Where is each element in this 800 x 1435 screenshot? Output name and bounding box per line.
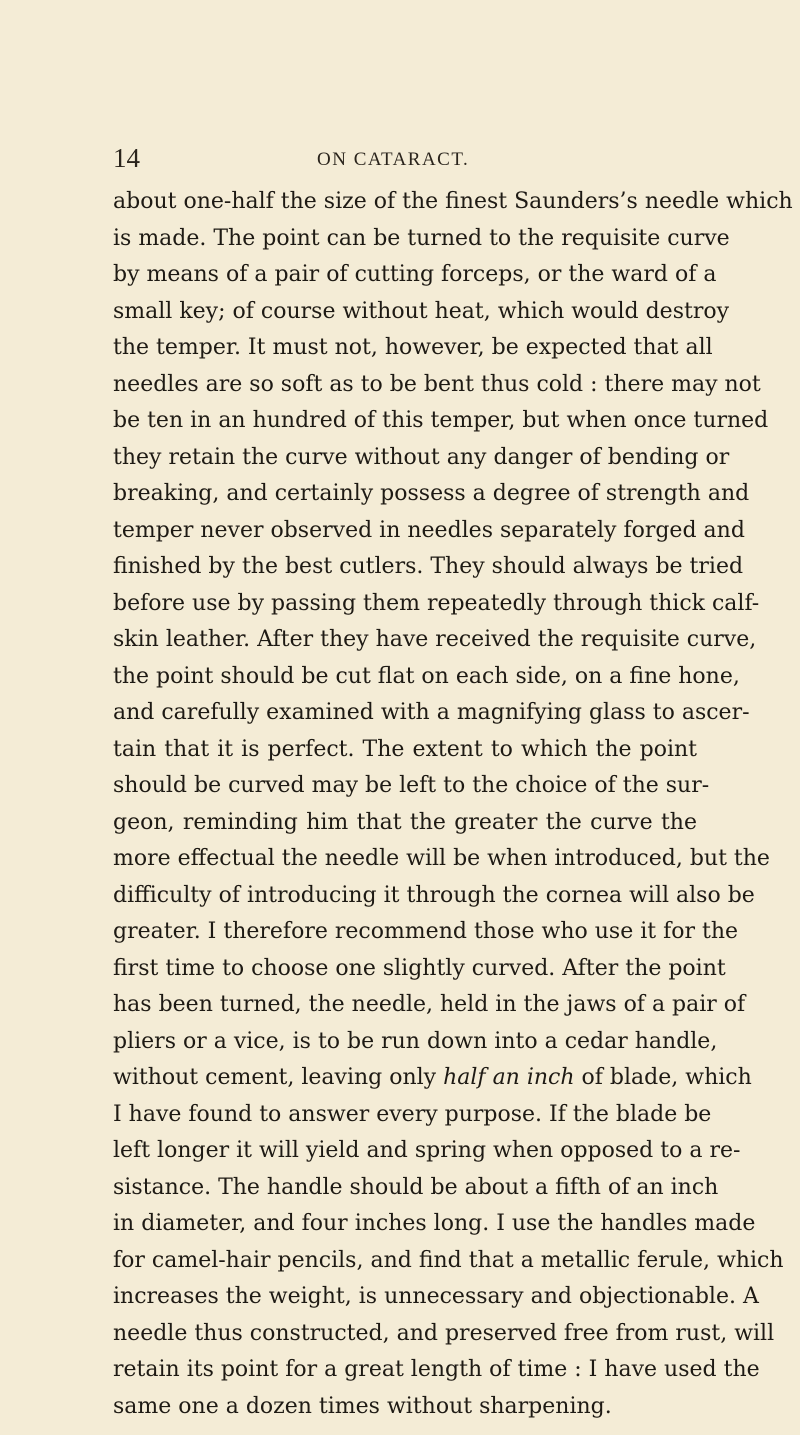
text-line: small key; of course without heat, which would destroy: [113, 298, 730, 324]
body-text: [113, 184, 793, 1425]
text-line: increases the weight, is unnecessary and objectionable. A: [113, 1284, 759, 1309]
text-line: skin leather. After they have received the requisite curve,: [113, 627, 757, 652]
text-line: breaking, and certainly possess a degree of strength and: [113, 481, 750, 506]
text-line: needle thus constructed, and preserved free from rust, will: [113, 1320, 775, 1346]
text-fragment: without cement, leaving only: [113, 1065, 444, 1090]
text-line: temper never observed in needles separately forged and: [113, 517, 745, 543]
text-line: first time to choose one slightly curved. After the point: [113, 955, 726, 981]
text-line: before use by passing them repeatedly through thick calf-: [113, 590, 760, 616]
text-line: finished by the best cutlers. They should always be tried: [113, 554, 744, 579]
text-line: about one-half the size of the finest Saunders’s needle which: [113, 189, 793, 214]
text-line: left longer it will yield and spring when opposed to a re-: [113, 1138, 741, 1163]
text-line: the point should be cut flat on each side, on a fine hone,: [113, 663, 740, 689]
text-fragment: of blade, which: [574, 1065, 752, 1090]
text-line: the temper. It must not, however, be expected that all: [113, 335, 713, 360]
text-line: should be curved may be left to the choice of the sur-: [113, 773, 710, 798]
text-line: for camel-hair pencils, and find that a metallic ferule, which: [113, 1247, 784, 1273]
text-line: they retain the curve without any danger of bending or: [113, 444, 730, 470]
text-line: be ten in an hundred of this temper, but when once turned: [113, 408, 769, 433]
text-line: has been turned, the needle, held in the jaws of a pair of: [113, 992, 746, 1017]
text-line: difficulty of introducing it through the cornea will also be: [113, 882, 755, 908]
text-line: greater. I therefore recommend those who use it for the: [113, 919, 739, 944]
text-line: pliers or a vice, is to be run down into a cedar handle,: [113, 1028, 718, 1054]
text-line: retain its point for a great length of time : I have used the: [113, 1357, 760, 1382]
text-line-final: same one a dozen times without sharpening.: [113, 1393, 612, 1419]
text-line-with-italic: [113, 1060, 752, 1097]
text-line: by means of a pair of cutting forceps, or the ward of a: [113, 262, 717, 287]
text-line: sistance. The handle should be about a fifth of an inch: [113, 1174, 719, 1200]
italic-phrase: half an inch: [443, 1065, 575, 1090]
text-line: needles are so soft as to be bent thus cold : there may not: [113, 371, 761, 397]
text-line: is made. The point can be turned to the requisite curve: [113, 225, 730, 251]
text-line: tain that it is perfect. The extent to which the point: [113, 736, 697, 762]
page-header: [0, 143, 800, 173]
text-line: I have found to answer every purpose. If the blade be: [113, 1101, 712, 1127]
text-line: and carefully examined with a magnifying glass to ascer-: [113, 700, 750, 725]
text-line: more effectual the needle will be when introduced, but the: [113, 846, 770, 871]
text-line: in diameter, and four inches long. I use the handles made: [113, 1211, 756, 1236]
running-head: ON CATARACT.: [317, 149, 470, 170]
text-line: geon, reminding him that the greater the curve the: [113, 809, 697, 835]
page-number: 14: [113, 143, 140, 173]
